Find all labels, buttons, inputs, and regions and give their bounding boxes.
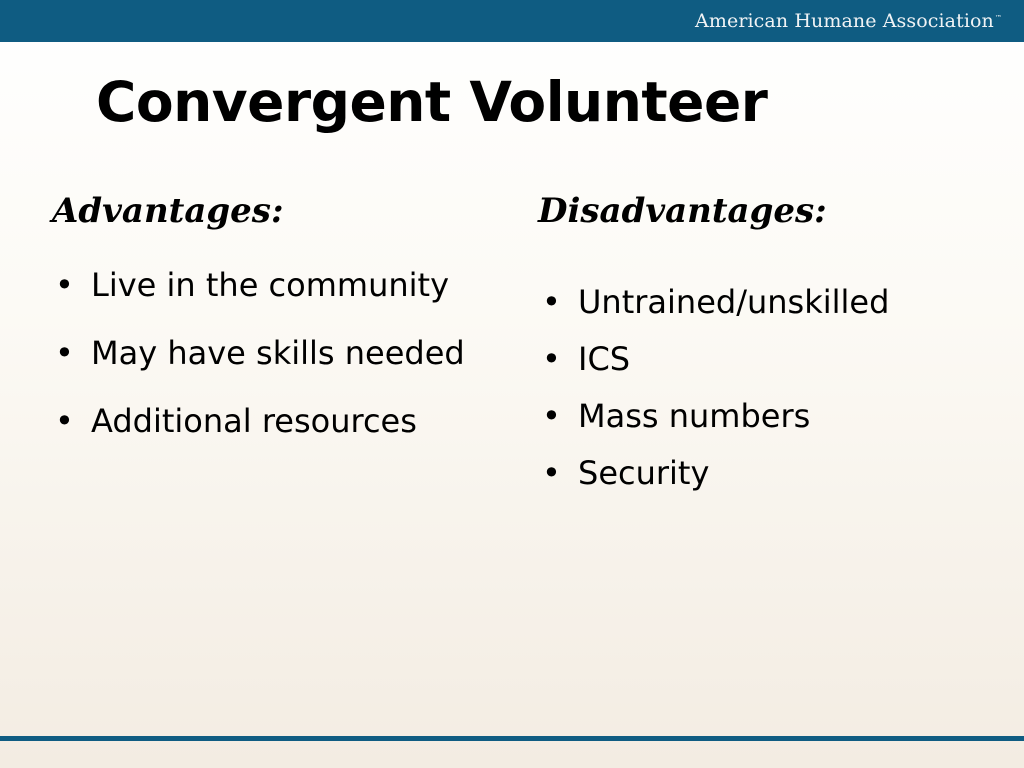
trademark-mark: ™ [994, 13, 1002, 22]
slide-title: Convergent Volunteer [96, 70, 768, 134]
list-item: • Mass numbers [540, 393, 1000, 439]
disadvantages-list [540, 279, 1000, 507]
advantages-list [53, 262, 473, 466]
disadvantages-heading: Disadvantages: [538, 191, 827, 231]
list-item: • Security [540, 450, 1000, 496]
list-item: • Live in the community [53, 262, 473, 308]
advantages-heading: Advantages: [52, 191, 284, 231]
footer-bar [0, 736, 1024, 741]
brand-logo [695, 10, 1002, 32]
list-item: • Untrained/unskilled [540, 279, 1000, 325]
header-bar [0, 0, 1024, 42]
brand-name: American Humane Association [695, 10, 994, 32]
list-item: • ICS [540, 336, 1000, 382]
list-item: • Additional resources [53, 398, 473, 444]
list-item: • May have skills needed [53, 330, 473, 376]
